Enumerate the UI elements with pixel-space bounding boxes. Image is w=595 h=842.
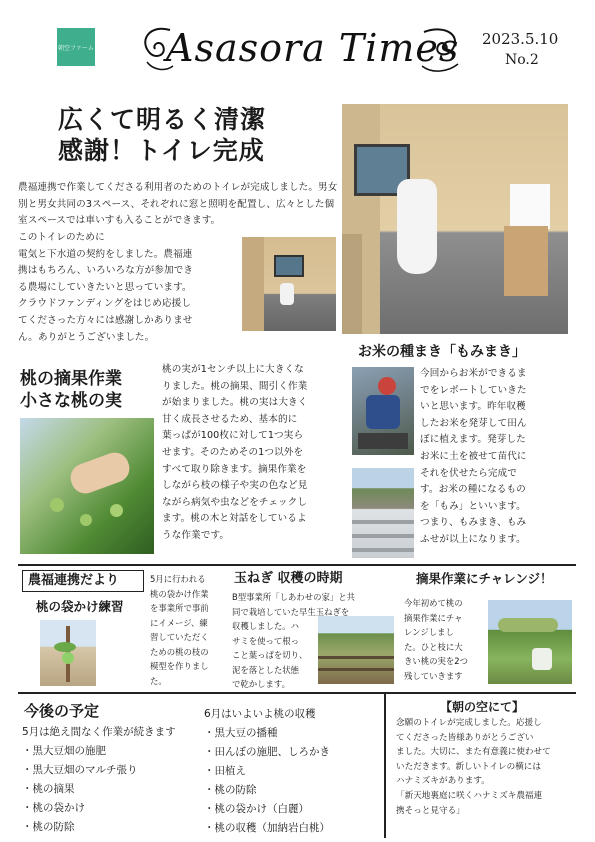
- morning-line: ハナミズキがあります。: [396, 776, 490, 787]
- toilet-line: クラウドファンディングをはじめ応援し: [18, 298, 192, 310]
- nofuku-line: 習していただく: [150, 632, 209, 642]
- peach-headline: [20, 368, 122, 412]
- farm-logo: [57, 28, 95, 66]
- morning-line: 念願のトイレが完成しました。応援し: [396, 718, 542, 728]
- toilet-line: ん。ありがとうございました。: [18, 331, 155, 343]
- nofuku-line: 桃の袋かけ作業: [150, 588, 209, 599]
- rice-line: でをレポートしていきた: [420, 384, 527, 396]
- issue-date: 2023.5.10: [482, 30, 559, 48]
- peach-body: [162, 362, 348, 545]
- list-item: ・桃の袋かけ: [22, 802, 85, 814]
- toilet-headline-line-1: 広くて明るく清潔: [58, 105, 267, 134]
- onion-line: 泥を落とした状態: [232, 664, 299, 675]
- list-item: ・桃の袋かけ（白麗）: [204, 803, 309, 815]
- rice-line: す。お米の種になるもの: [420, 484, 526, 496]
- rice-line: ふせが以上になります。: [420, 533, 526, 545]
- toilet-line: てくださった方々には感謝しかありませ: [18, 314, 193, 326]
- toilet-line: る農場にしていきたいと思っています。: [18, 281, 192, 293]
- toilet-body-full: 農福連携で作業してくださる利用者のためのトイレが完成しました。男女別と男女共同の3スペース、それぞれに窓と照明を配置し、広々とした個室スペースでは車いすも入ることができます。: [18, 182, 338, 227]
- morning-line: てくださった皆様ありがとうござい: [396, 732, 534, 743]
- peach-line: 葉っぱが100枚に対して1つ実ら: [162, 430, 304, 442]
- challenge-line: きい桃の実を2つ: [404, 656, 468, 666]
- onion-headline: 玉ねぎ 収穫の時期: [234, 571, 343, 586]
- peach-line: りました。桃の摘果、間引く作業: [162, 380, 308, 392]
- onion-line: こと葉っぱを切り、: [232, 650, 308, 660]
- peach-line: せます。そのためその1つ以外を: [162, 446, 304, 458]
- may-title: 5月は絶え間なく作業が続きます: [22, 726, 176, 738]
- divider-bottom: [18, 692, 576, 694]
- toilet-headline: [58, 104, 266, 166]
- list-item: ・田んぼの施肥、しろかき: [204, 746, 330, 758]
- challenge-line: た。ひと枝に大: [404, 641, 463, 652]
- rice-line: を「もみ」といいます。: [420, 500, 526, 512]
- rice-nursery-photo: [352, 468, 414, 558]
- rice-sowing-photo: [352, 367, 414, 455]
- peach-headline-line-2: 小さな桃の実: [20, 391, 122, 411]
- morning-line: いただきます。新しいトイレの横には: [396, 761, 541, 772]
- rice-line: 今回からお米ができるま: [420, 368, 527, 379]
- june-list: [204, 724, 330, 838]
- toilet-headline-line-2: 感謝！トイレ完成: [58, 136, 265, 165]
- rice-line: ぼに植えます。発芽した: [420, 434, 526, 446]
- nofuku-label: 農福連携だより: [28, 573, 120, 588]
- rice-line: つまり、もみまき、もみ: [420, 517, 527, 529]
- list-item: ・黒大豆畑の施肥: [22, 745, 106, 757]
- morning-line: 携そっと見守る」: [396, 805, 465, 816]
- morning-title: 【朝の空にて】: [440, 700, 525, 714]
- rice-headline: お米の種まき「もみまき」: [358, 344, 526, 360]
- onion-line: サミを使って根っ: [232, 635, 299, 646]
- morning-line: 「新天地裏庭に咲くハナミズキ農福連: [396, 790, 543, 801]
- peach-headline-line-1: 桃の摘果作業: [20, 369, 122, 389]
- challenge-line: 今年初めて桃の: [404, 598, 463, 608]
- onion-line: 同で栽培していた早生玉ねぎを: [232, 606, 350, 617]
- peach-line: 桃の実が1センチ以上に大きくな: [162, 364, 304, 375]
- peach-line: 甘く成長させるため、基本的に: [162, 413, 298, 425]
- newsletter-title: Asasora Times: [166, 26, 460, 70]
- peach-line: ながら病気や虫などをチェックし: [162, 496, 308, 508]
- onion-line: 収穫しました。ハ: [232, 621, 299, 631]
- peach-line: ます。桃の木と対話をしているよ: [162, 513, 307, 525]
- challenge-line: 残していきます: [404, 670, 463, 681]
- list-item: ・桃の収穫（加納岩白桃）: [204, 822, 330, 834]
- issue-number: No.2: [505, 52, 539, 68]
- peach-photo: [20, 418, 154, 554]
- morning-line: ました。大切に、また有意義に使わせて: [396, 747, 551, 758]
- nofuku-subheadline: 桃の袋かけ練習: [36, 599, 124, 614]
- onion-field-photo: [318, 616, 394, 684]
- peach-line: しながら枝の様子や実の色など見: [162, 480, 308, 492]
- nofuku-body: [150, 572, 230, 688]
- divider-top: [18, 564, 576, 566]
- toilet-line: このトイレのために: [18, 232, 105, 243]
- peach-thinning-photo: [488, 600, 572, 684]
- may-list: [22, 742, 138, 837]
- toilet-body-narrow: [18, 230, 240, 346]
- rice-line: それを伏せたら完成で: [420, 467, 517, 479]
- nofuku-line: を事業所で事前: [150, 603, 209, 613]
- farm-logo-text: 朝空ファーム: [58, 44, 94, 52]
- challenge-body: [404, 596, 486, 683]
- list-item: ・桃の摘果: [22, 783, 75, 795]
- rice-line: お米に土を被せて苗代に: [420, 450, 527, 462]
- divider-vertical: [384, 692, 386, 838]
- flourish-right-icon: [418, 22, 466, 77]
- rice-body: [420, 366, 580, 549]
- peach-model-photo: [40, 620, 96, 686]
- rice-line: したお米を発芽して田ん: [420, 417, 527, 429]
- peach-line: うな作業です。: [162, 529, 230, 541]
- nofuku-line: 模型を作りまし: [150, 661, 209, 671]
- june-title: 6月はいよいよ桃の収穫: [204, 708, 316, 720]
- nofuku-line: ための桃の枝の: [150, 646, 209, 657]
- challenge-line: レンジしまし: [404, 627, 454, 637]
- toilet-line: 携はもちろん、いろいろな方が参加でき: [18, 265, 194, 277]
- schedule-title: 今後の予定: [24, 702, 100, 720]
- list-item: ・田植え: [204, 765, 246, 777]
- nofuku-line: た。: [150, 675, 167, 686]
- challenge-line: 摘果作業にチャ: [404, 612, 463, 623]
- onion-line: B型事業所「しあわせの家」と共: [232, 592, 355, 602]
- list-item: ・黒大豆の播種: [204, 727, 278, 739]
- morning-body: [396, 716, 578, 818]
- list-item: ・桃の防除: [22, 821, 75, 833]
- nofuku-line: にイメージ、練: [150, 617, 208, 628]
- list-item: ・桃の防除: [204, 784, 257, 796]
- list-item: ・黒大豆畑のマルチ張り: [22, 764, 138, 776]
- peach-line: が始まりました。桃の実は大きく: [162, 397, 308, 409]
- peach-line: すべて取り除きます。摘果作業を: [162, 463, 307, 475]
- onion-line: で乾かします。: [232, 679, 290, 689]
- urinal-photo: [242, 237, 336, 331]
- toilet-photo: [342, 104, 568, 334]
- nofuku-line: 5月に行われる: [150, 574, 206, 584]
- rice-line: いと思います。昨年収穫: [420, 401, 526, 413]
- challenge-headline: 摘果作業にチャレンジ！: [416, 571, 553, 586]
- toilet-line: 電気と下水道の契約をしました。農福連: [18, 248, 193, 260]
